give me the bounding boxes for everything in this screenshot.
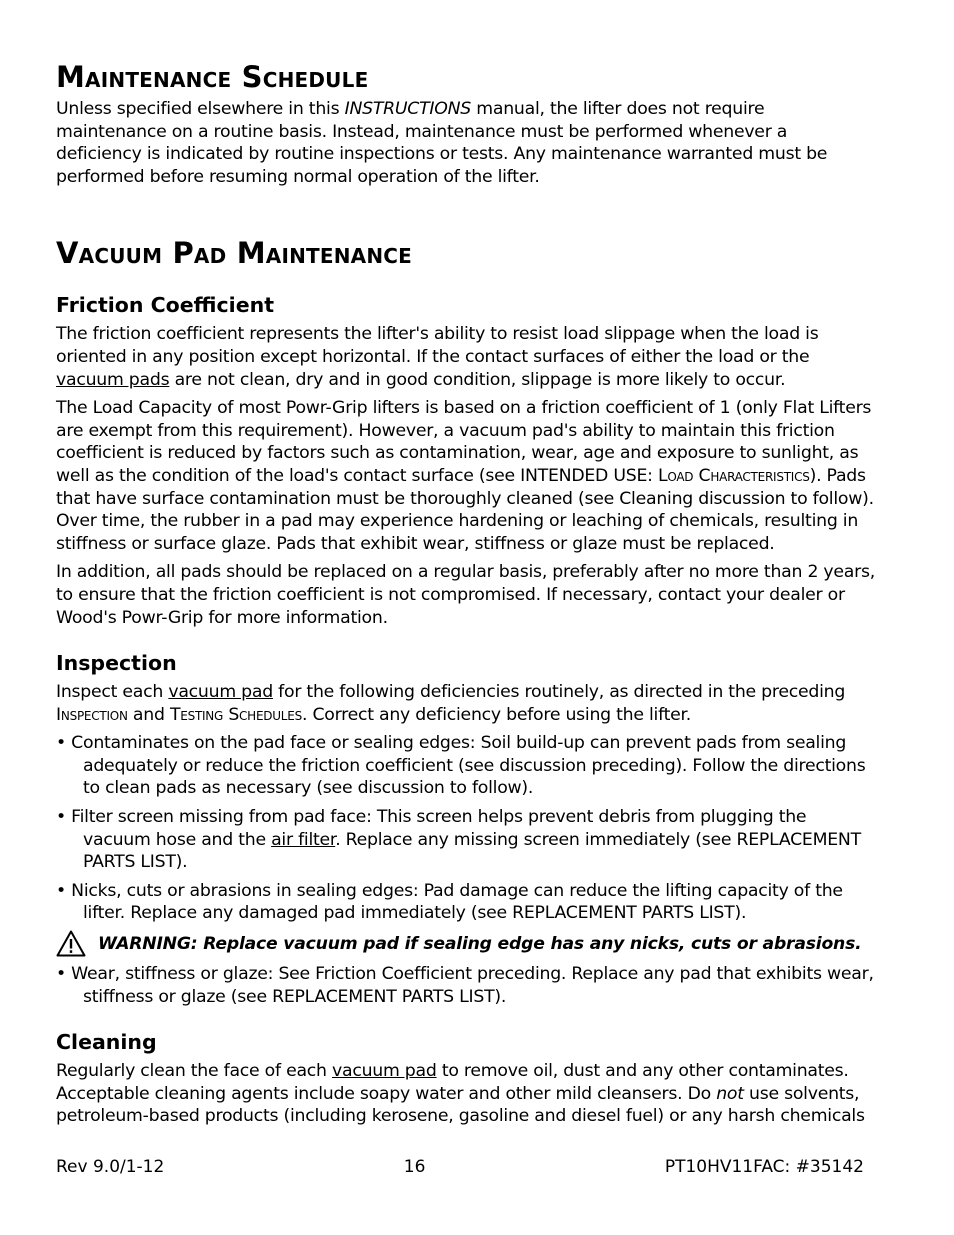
inspection-bullet-nicks: • Nicks, cuts or abrasions in sealing edges: Pad damage can reduce the lifting capacity of the lifter. Replace any damaged pad immediately (see REPLACEMENT PARTS LIST). [56,880,843,924]
vacuum-pad-link: vacuum pad [168,682,273,703]
document-page [56,60,876,1128]
inspection-bullet-contaminates: • Contaminates on the pad face or sealing edges: Soil build-up can prevent pads from sealing adequately or reduce the friction coefficient (see discussion preceding). Follow the directions to clean pads as necessary (see discussion to follow). [56,733,866,799]
friction-paragraph-2: The Load Capacity of most Powr-Grip lifters is based on a friction coefficient of 1 (only Flat Lifters are exempt from this requirement). However, a vacuum pad's ability to maintain this friction coefficient is reduced by factors such as contamination, wear, age and exposure to sunlight, as well as the condition of the load's contact surface (see INTENDED USE: Load Characteristics). Pads that have surface contamination must be thoroughly cleaned (see Cleaning discussion to follow). Over time, the rubber in a pad may experience hardening or leaching of chemicals, resulting in stiffness or surface glaze. Pads that exhibit wear, stiffness or glaze must be replaced. [56,398,874,554]
heading-cleaning: Cleaning [56,1030,157,1055]
vacuum-pad-link: vacuum pad [332,1061,437,1082]
cleaning-paragraph: Regularly clean the face of each vacuum pad to remove oil, dust and any other contaminates. Acceptable cleaning agents include soapy water and other mild cleansers. Do not use solvents, petroleum-based products (including kerosene, gasoline and diesel fuel) or any harsh chemicals [56,1061,865,1127]
footer-document-id: PT10HV11FAC: #35142 [664,1157,864,1177]
heading-friction-coefficient: Friction Coefficient [56,293,274,318]
section-title-vacuum-pad: Vacuum Pad Maintenance [56,236,413,271]
section-title-maintenance-schedule: Maintenance Schedule [56,60,369,94]
warning-text: WARNING: Replace vacuum pad if sealing edge has any nicks, cuts or abrasions. [98,933,862,954]
inspection-bullet-wear: • Wear, stiffness or glaze: See Friction Coefficient preceding. Replace any pad that exhibits wear, stiffness or glaze (see REPLACEMENT PARTS LIST). [56,964,874,1007]
maintenance-schedule-paragraph: Unless specified elsewhere in this INSTRUCTIONS manual, the lifter does not require maintenance on a routine basis. Instead, maintenance must be performed whenever a deficiency is indicated by routine inspections or tests. Any maintenance warranted must be performed before resuming normal operation of the lifter. [56,99,828,187]
air-filter-link: air filter [271,829,336,850]
page-footer [56,1157,864,1177]
warning-callout [56,930,876,957]
friction-paragraph-1: The friction coefficient represents the lifter's ability to resist load slippage when the load is oriented in any position except horizontal. If the contact surfaces of either the load or the vacuum pads are not clean, dry and in good condition, slippage is more likely to occur. [56,324,819,390]
inspection-paragraph: Inspect each vacuum pad for the following deficiencies routinely, as directed in the preceding Inspection and Testing Schedules. Correct any deficiency before using the lifter. [56,682,846,725]
inspection-bullet-filter-screen: • Filter screen missing from pad face: This screen helps prevent debris from plugging the vacuum hose and the air filter. Replace any missing screen immediately (see REPLACEMENT PARTS LIST). [56,807,861,873]
friction-paragraph-3: In addition, all pads should be replaced on a regular basis, preferably after no more than 2 years, to ensure that the friction coefficient is not compromised. If necessary, contact your dealer or Wood's Powr-Grip for more information. [56,562,875,628]
warning-triangle-icon [56,930,86,957]
heading-inspection: Inspection [56,651,177,676]
footer-page-number: 16 [403,1157,426,1177]
vacuum-pads-link: vacuum pads [56,369,170,390]
footer-revision: Rev 9.0/1-12 [56,1157,165,1177]
